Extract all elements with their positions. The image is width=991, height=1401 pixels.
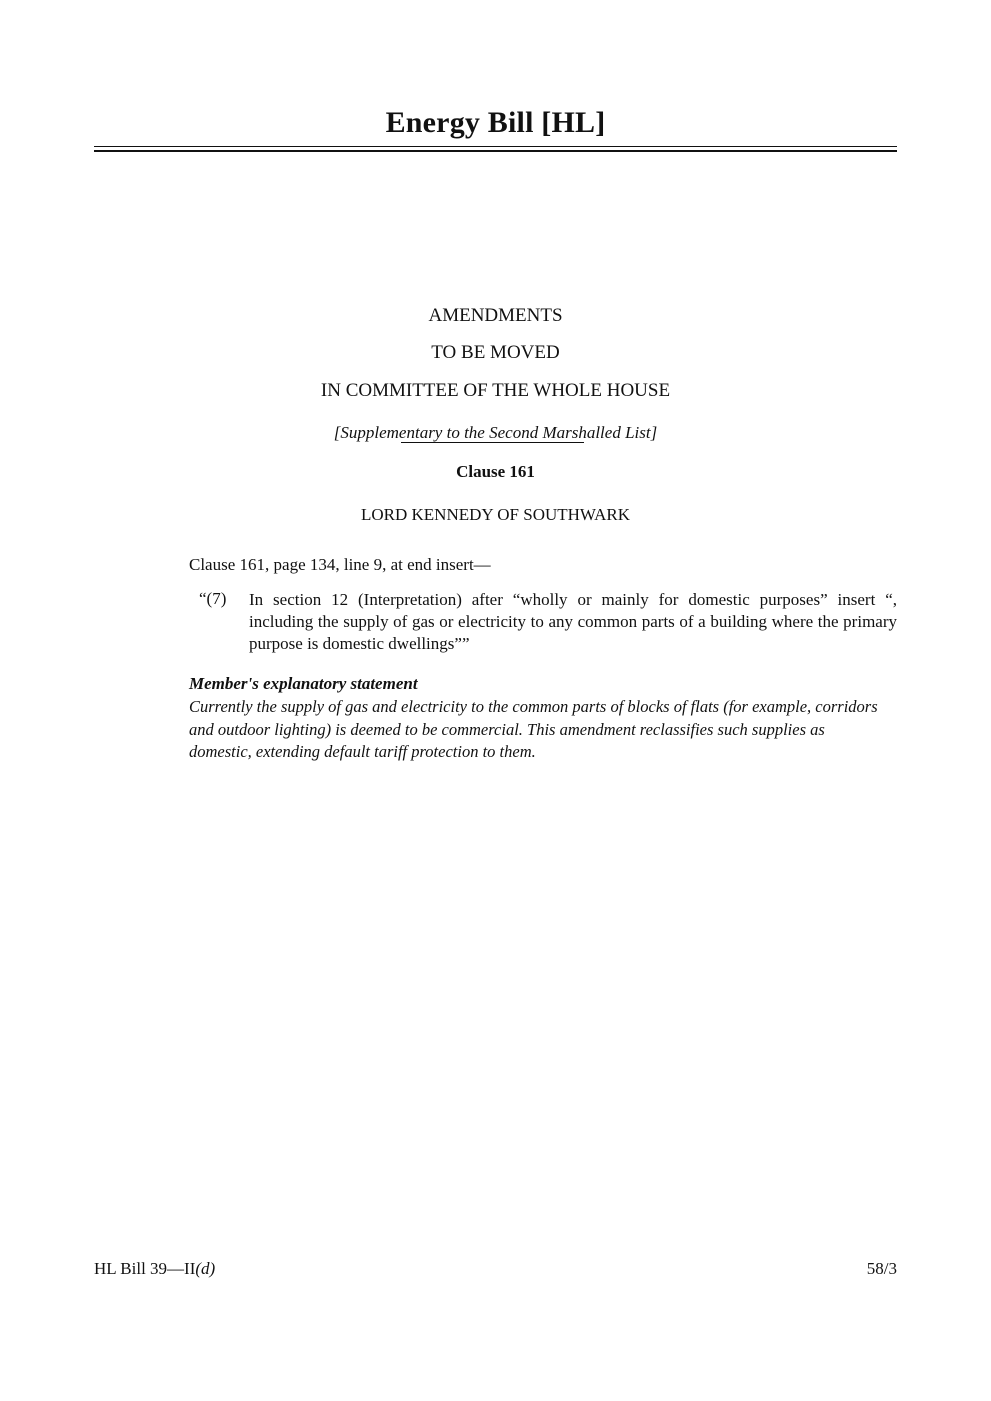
footer-page-reference: 58/3 — [866, 1259, 897, 1278]
title-rule-thick — [94, 150, 897, 152]
amendment-subsection-number: “(7) — [199, 589, 227, 608]
footer-bill-reference — [94, 1259, 215, 1279]
supplementary-underline — [401, 442, 584, 443]
clause-heading: Clause 161 — [456, 462, 535, 481]
amendment-intro: Clause 161, page 134, line 9, at end insert— — [189, 555, 491, 574]
amendment-text: In section 12 (Interpretation) after “wholly or mainly for domestic purposes” insert “, including the supply of gas or electricity to any common parts of a building where the primary purpose is domestic dwellings”” — [249, 590, 897, 653]
supplementary-note: [Supplementary to the Second Marshalled List] — [333, 423, 658, 442]
document-title: Energy Bill [HL] — [385, 106, 606, 139]
bill-ref-suffix: (d) — [195, 1259, 216, 1278]
explanatory-statement-heading: Member's explanatory statement — [189, 674, 418, 693]
explanatory-statement-body: Currently the supply of gas and electricity to the common parts of blocks of flats (for example, corridors and outdoor lighting) is deemed to be commercial. This amendment reclassifies such supplies as domestic, extending default tariff protection to them. — [189, 697, 878, 761]
bill-ref-prefix: HL Bill 39—II — [94, 1259, 196, 1278]
heading-committee: IN COMMITTEE OF THE WHOLE HOUSE — [320, 380, 671, 401]
title-rule-thin — [94, 146, 897, 147]
heading-amendments: AMENDMENTS — [428, 305, 563, 326]
heading-to-be-moved: TO BE MOVED — [431, 342, 560, 363]
member-name: LORD KENNEDY OF SOUTHWARK — [360, 505, 630, 524]
